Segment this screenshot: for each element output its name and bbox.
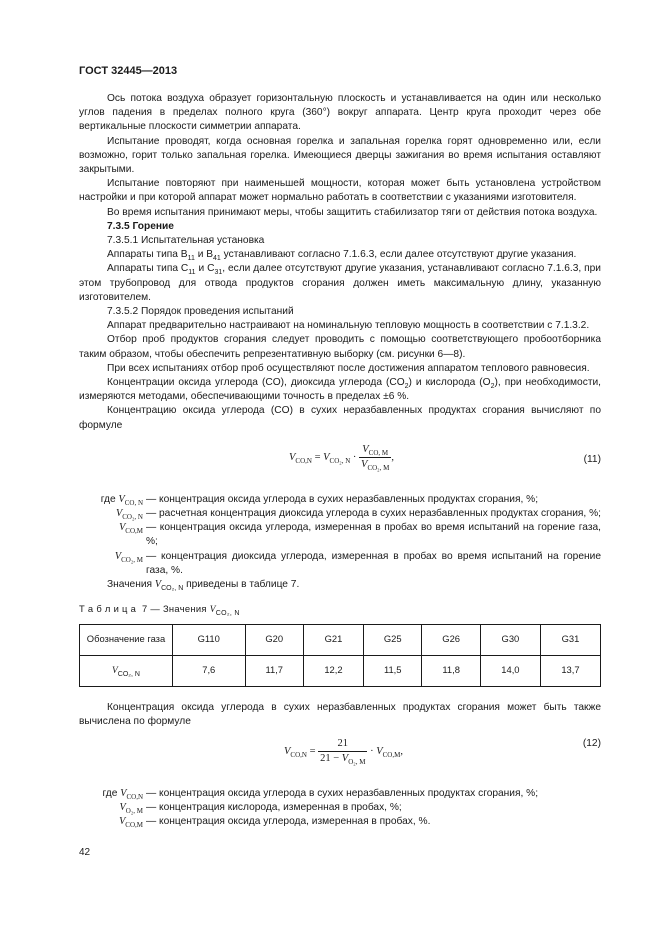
definition-prefix: где [102,787,121,799]
text-run: приведены в таблице 7. [183,579,300,591]
subscript: CO, M [368,448,389,457]
table-header-cell: G31 [540,624,600,655]
text-run: Концентрации оксида углерода (CO), диоксида углерода (CO [107,377,405,389]
table-header-cell: G20 [245,624,303,655]
symbol: V [341,753,349,765]
symbol: V [284,746,291,758]
text-run: Аппараты типа B [107,249,188,261]
document-header: ГОСТ 32445—2013 [79,65,178,77]
symbol: V [119,802,126,814]
formula-body [284,737,403,766]
definition-text: — концентрация оксида углерода, измеренная в пробах, %. [146,816,431,828]
subscript: 31 [214,269,223,277]
text-run: ), при необходимости, измеряются методами, обеспечивающими точность в пределах ±6 %. [79,377,602,403]
definition-symbol [79,493,143,507]
denominator [318,752,367,766]
table-caption [79,602,601,617]
operator: = [306,746,319,758]
definition-text: — концентрация кислорода, измеренная в пробах, %; [146,802,402,814]
formula-body [289,443,394,472]
subscript: CO,M [125,527,143,536]
punctuation: , [400,746,403,758]
subscript: CO₂, N [215,610,240,618]
table-cell: 13,7 [540,655,600,686]
subscript: CO, N [124,498,143,507]
definitions-list [79,787,601,830]
symbol: V [114,550,122,562]
definitions-list [79,493,601,578]
operator: · [350,451,360,463]
table-cell: 11,8 [422,655,480,686]
definition-row [79,801,601,815]
caption-label: Т а б л и ц а [79,603,137,615]
paragraph: Концентрация оксида углерода в сухих неразбавленных продуктах сгорания может быть также вычислена по формуле [79,701,601,727]
text-run: и C [195,263,215,275]
symbol: V [323,451,330,463]
symbol: V [376,746,383,758]
operator: = [311,451,324,463]
definition-text: — концентрация оксида углерода в сухих неразбавленных продуктах сгорания, %; [146,493,539,505]
definition-text: — концентрация оксида углерода, измеренная в пробах во время испытаний на горение газа, %; [146,522,601,548]
definition-symbol [79,521,143,549]
symbol: V [119,816,126,828]
paragraph: Аппарат предварительно настраивают на номинальную тепловую мощность в соответствии с 7.1.3.2. [107,320,590,332]
formula-12 [79,733,601,785]
definition-text: — концентрация оксида углерода в сухих неразбавленных продуктах сгорания, %; [146,787,539,799]
symbol: V [119,522,126,534]
numerator [359,443,391,458]
text-run: устанавливают согласно 7.1.6.3, если далее отсутствуют другие указания. [220,249,577,261]
subscript: CO₂, N [122,513,143,522]
symbol: V [116,508,123,520]
subsection-heading: 7.3.5.2 Порядок проведения испытаний [107,306,294,318]
subscript: 11 [187,255,195,263]
symbol: V [289,451,296,463]
subscript: CO₂, M [121,555,143,564]
subscript: CO,M [382,751,401,760]
subscript: CO,N [295,457,312,466]
definition-prefix: где [100,493,119,505]
subscript: CO,N [290,751,307,760]
formula-11 [79,437,601,491]
subsection-heading: 7.3.5.1 Испытательная установка [107,235,265,247]
table-cell: 12,2 [303,655,363,686]
table-cell: 14,0 [480,655,540,686]
paragraph: Испытание проводят, когда основная горелка и запальная горелка горят одновременно или, если возможно, горит только запальная горелка. Имеющиеся дверцы зажигания во время испытания оставляют закрытыми. [79,135,601,176]
gas-table [79,624,601,687]
paragraph: Испытание повторяют при наименьшей мощности, которая может быть установлена устройством настройки и при которой аппарат может нормально работать в соответствии с указаниями изготовителя. [79,178,601,204]
subscript: CO₂, N [161,585,184,593]
paragraph [79,262,601,305]
paragraph: Отбор проб продуктов сгорания следует проводить с помощью соответствующего пробоотборника таким образом, чтобы обеспечить репрезентативную выборку (см. рисунки 6—8). [79,334,601,360]
subscript: CO,M [125,821,143,830]
symbol: V [118,493,125,505]
definition-symbol [79,787,143,801]
denominator [359,458,391,472]
table-row [80,655,601,686]
numerator: 21 [318,737,367,752]
definition-text: — расчетная концентрация диоксида углерода в сухих неразбавленных продуктах сгорания, %; [146,508,601,520]
table-cell: 7,6 [173,655,246,686]
symbol: V [209,605,216,616]
subscript: CO₂, M [367,464,390,473]
definition-symbol [79,507,143,521]
paragraph [79,578,601,592]
subscript: 41 [213,255,221,263]
text-run: ) и кислорода (O [408,377,491,389]
table-header-cell: G26 [422,624,480,655]
paragraph [79,376,601,404]
subscript: O₂, M [348,758,366,767]
subscript: CO,N [126,792,143,801]
text-run: 21 − [320,753,342,765]
table-header-cell: G110 [173,624,246,655]
page-number: 42 [79,847,91,858]
definition-row [79,521,601,549]
text-run: и B [194,249,214,261]
paragraph: Концентрацию оксида углерода (CO) в сухих неразбавленных продуктах сгорания вычисляют по формуле [79,405,601,431]
table-cell: 11,5 [364,655,422,686]
table-header-cell: G30 [480,624,540,655]
caption-text: 7 — Значения [141,603,210,615]
definition-symbol [79,801,143,815]
definition-row [79,493,601,507]
definition-symbol [79,815,143,829]
subscript: 2 [490,383,495,391]
definition-row [79,507,601,521]
subscript: 2 [404,383,409,391]
subscript: O₂, M [125,807,143,816]
formula-number: (12) [582,737,601,749]
fraction [359,443,391,472]
subscript: CO₂, N [329,457,351,466]
paragraph [79,248,601,262]
table-cell: 11,7 [245,655,303,686]
paragraph: При всех испытаниях отбор проб осуществляют после достижения аппаратом теплового равновесия. [107,362,590,374]
table-header-cell: G21 [303,624,363,655]
subscript: 11 [188,269,196,277]
definition-row [79,550,601,578]
punctuation: , [391,451,394,463]
symbol: V [120,787,127,799]
fraction [318,737,367,766]
definition-row [79,787,601,801]
table-header-cell: G25 [364,624,422,655]
symbol: V [112,665,118,676]
definition-text: — концентрация диоксида углерода, измеренная в пробах во время испытаний на горение газа, %. [146,550,601,576]
subscript: CO₂, N [117,670,140,678]
paragraph: Во время испытания принимают меры, чтобы защитить стабилизатор тяги от действия потока воздуха. [107,206,598,218]
definition-row [79,815,601,829]
symbol: V [362,443,369,455]
text-run: , если далее отсутствуют другие указания, устанавливают согласно 7.1.6.3, при этом трубопровод для отвода продуктов сгорания должен иметь максимальную длину, указанную изготовителем. [79,263,601,303]
section-heading: 7.3.5 Горение [107,220,174,232]
table-row-label [80,655,173,686]
table-header-row [80,624,601,655]
text-run: Аппараты типа C [107,263,189,275]
text-run: Значения [107,579,155,591]
document-body [79,92,601,830]
symbol: V [154,579,162,591]
paragraph: Ось потока воздуха образует горизонтальную плоскость и устанавливается на один или несколько углов падения в пределах полного круга (360°) вокруг аппарата. Центр круга проходит через обе вертикальные плоскости симметрии аппарата. [79,93,601,133]
formula-number: (11) [583,453,601,465]
symbol: V [361,459,368,471]
table-header-cell: Обозначение газа [80,624,173,655]
definition-symbol [79,550,143,578]
operator: · [367,746,377,758]
